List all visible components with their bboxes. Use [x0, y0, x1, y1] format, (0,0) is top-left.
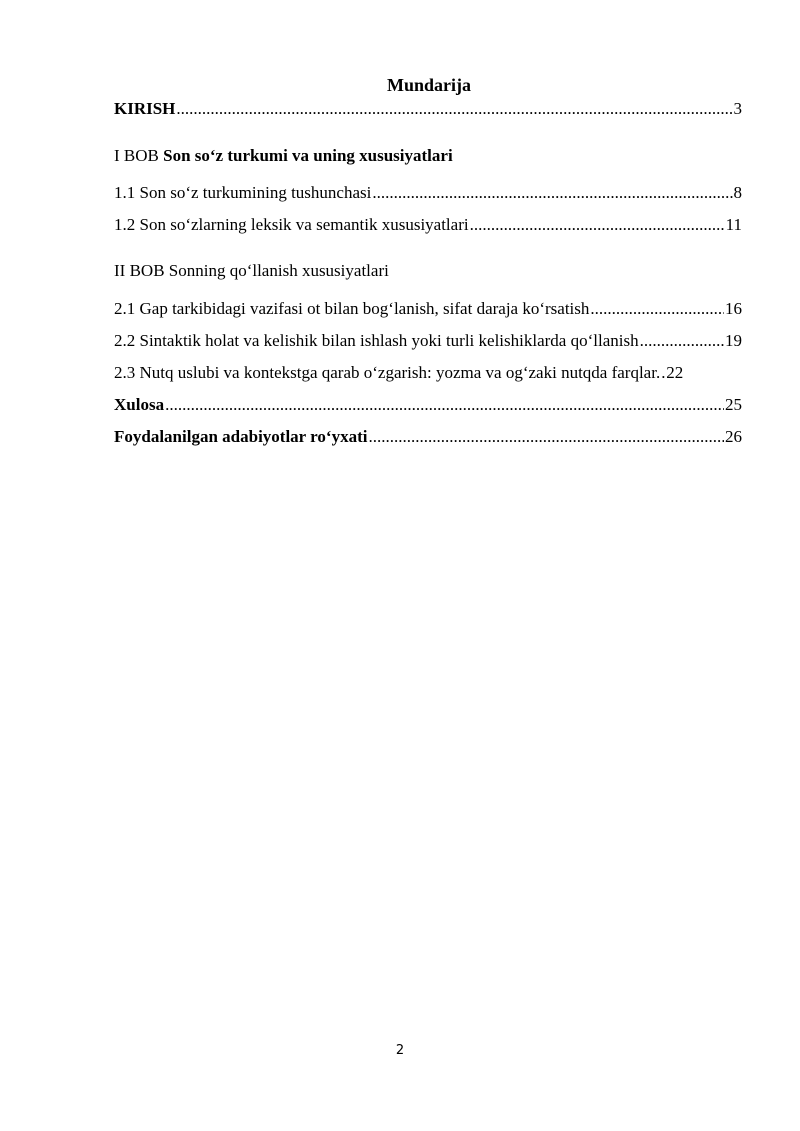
toc-entry-xulosa[interactable] [114, 395, 742, 419]
toc-leader-dots [589, 299, 724, 319]
toc-leader-dots [371, 183, 732, 203]
toc-entry-2-3[interactable] [114, 363, 742, 387]
toc-chapter-2-heading[interactable]: II BOB Sonning qo‘llanish xususiyatlari [114, 261, 389, 280]
toc-entry-page: 11 [725, 215, 742, 234]
toc-entry-references[interactable] [114, 427, 742, 451]
page-number: 2 [395, 1043, 405, 1058]
toc-leader-dots [639, 331, 724, 351]
toc-entry-label: KIRISH [114, 99, 176, 118]
toc-title: Mundarija [386, 75, 471, 95]
toc-entry-label: Xulosa [114, 395, 165, 414]
toc-leader-dots [164, 395, 724, 415]
toc-entry-page: 26 [725, 427, 742, 446]
toc-entry-label: 2.2 Sintaktik holat va kelishik bilan ishlash yoki turli kelishiklarda qo‘llanish [114, 331, 639, 350]
toc-leader-dots [175, 99, 732, 119]
toc-entry-page: 8 [733, 183, 742, 202]
chapter-title: Son so‘z turkumi va uning xususiyatlari [163, 146, 453, 165]
toc-leader-dots [367, 427, 724, 447]
toc-entry-label: 2.3 Nutq uslubi va kontekstga qarab o‘zgarish: yozma va og‘zaki nutqda farqlar. [114, 363, 661, 382]
toc-entry-label: 1.2 Son so‘zlarning leksik va semantik xususiyatlari [114, 215, 469, 234]
toc-entry-2-2[interactable] [114, 331, 742, 355]
toc-entry-page: 16 [725, 299, 742, 318]
toc-entry-page: 19 [725, 331, 742, 350]
chapter-prefix: I BOB [114, 146, 164, 165]
toc-entry-label: Foydalanilgan adabiyotlar ro‘yxati [114, 427, 368, 446]
toc-entry-kirish[interactable] [114, 99, 742, 123]
toc-entry-1-1[interactable] [114, 183, 742, 207]
toc-chapter-1-heading[interactable] [114, 146, 742, 166]
toc-entry-page: 3 [733, 99, 742, 118]
toc-entry-2-1[interactable] [114, 299, 742, 323]
toc-entry-1-2[interactable] [114, 215, 742, 239]
toc-entry-page: 25 [725, 395, 742, 414]
toc-entry-label: 1.1 Son so‘z turkumining tushunchasi [114, 183, 372, 202]
toc-entry-page: 22 [666, 363, 684, 382]
toc-leader-dots [469, 215, 725, 235]
toc-entry-label: 2.1 Gap tarkibidagi vazifasi ot bilan bog‘lanish, sifat daraja ko‘rsatish [114, 299, 590, 318]
